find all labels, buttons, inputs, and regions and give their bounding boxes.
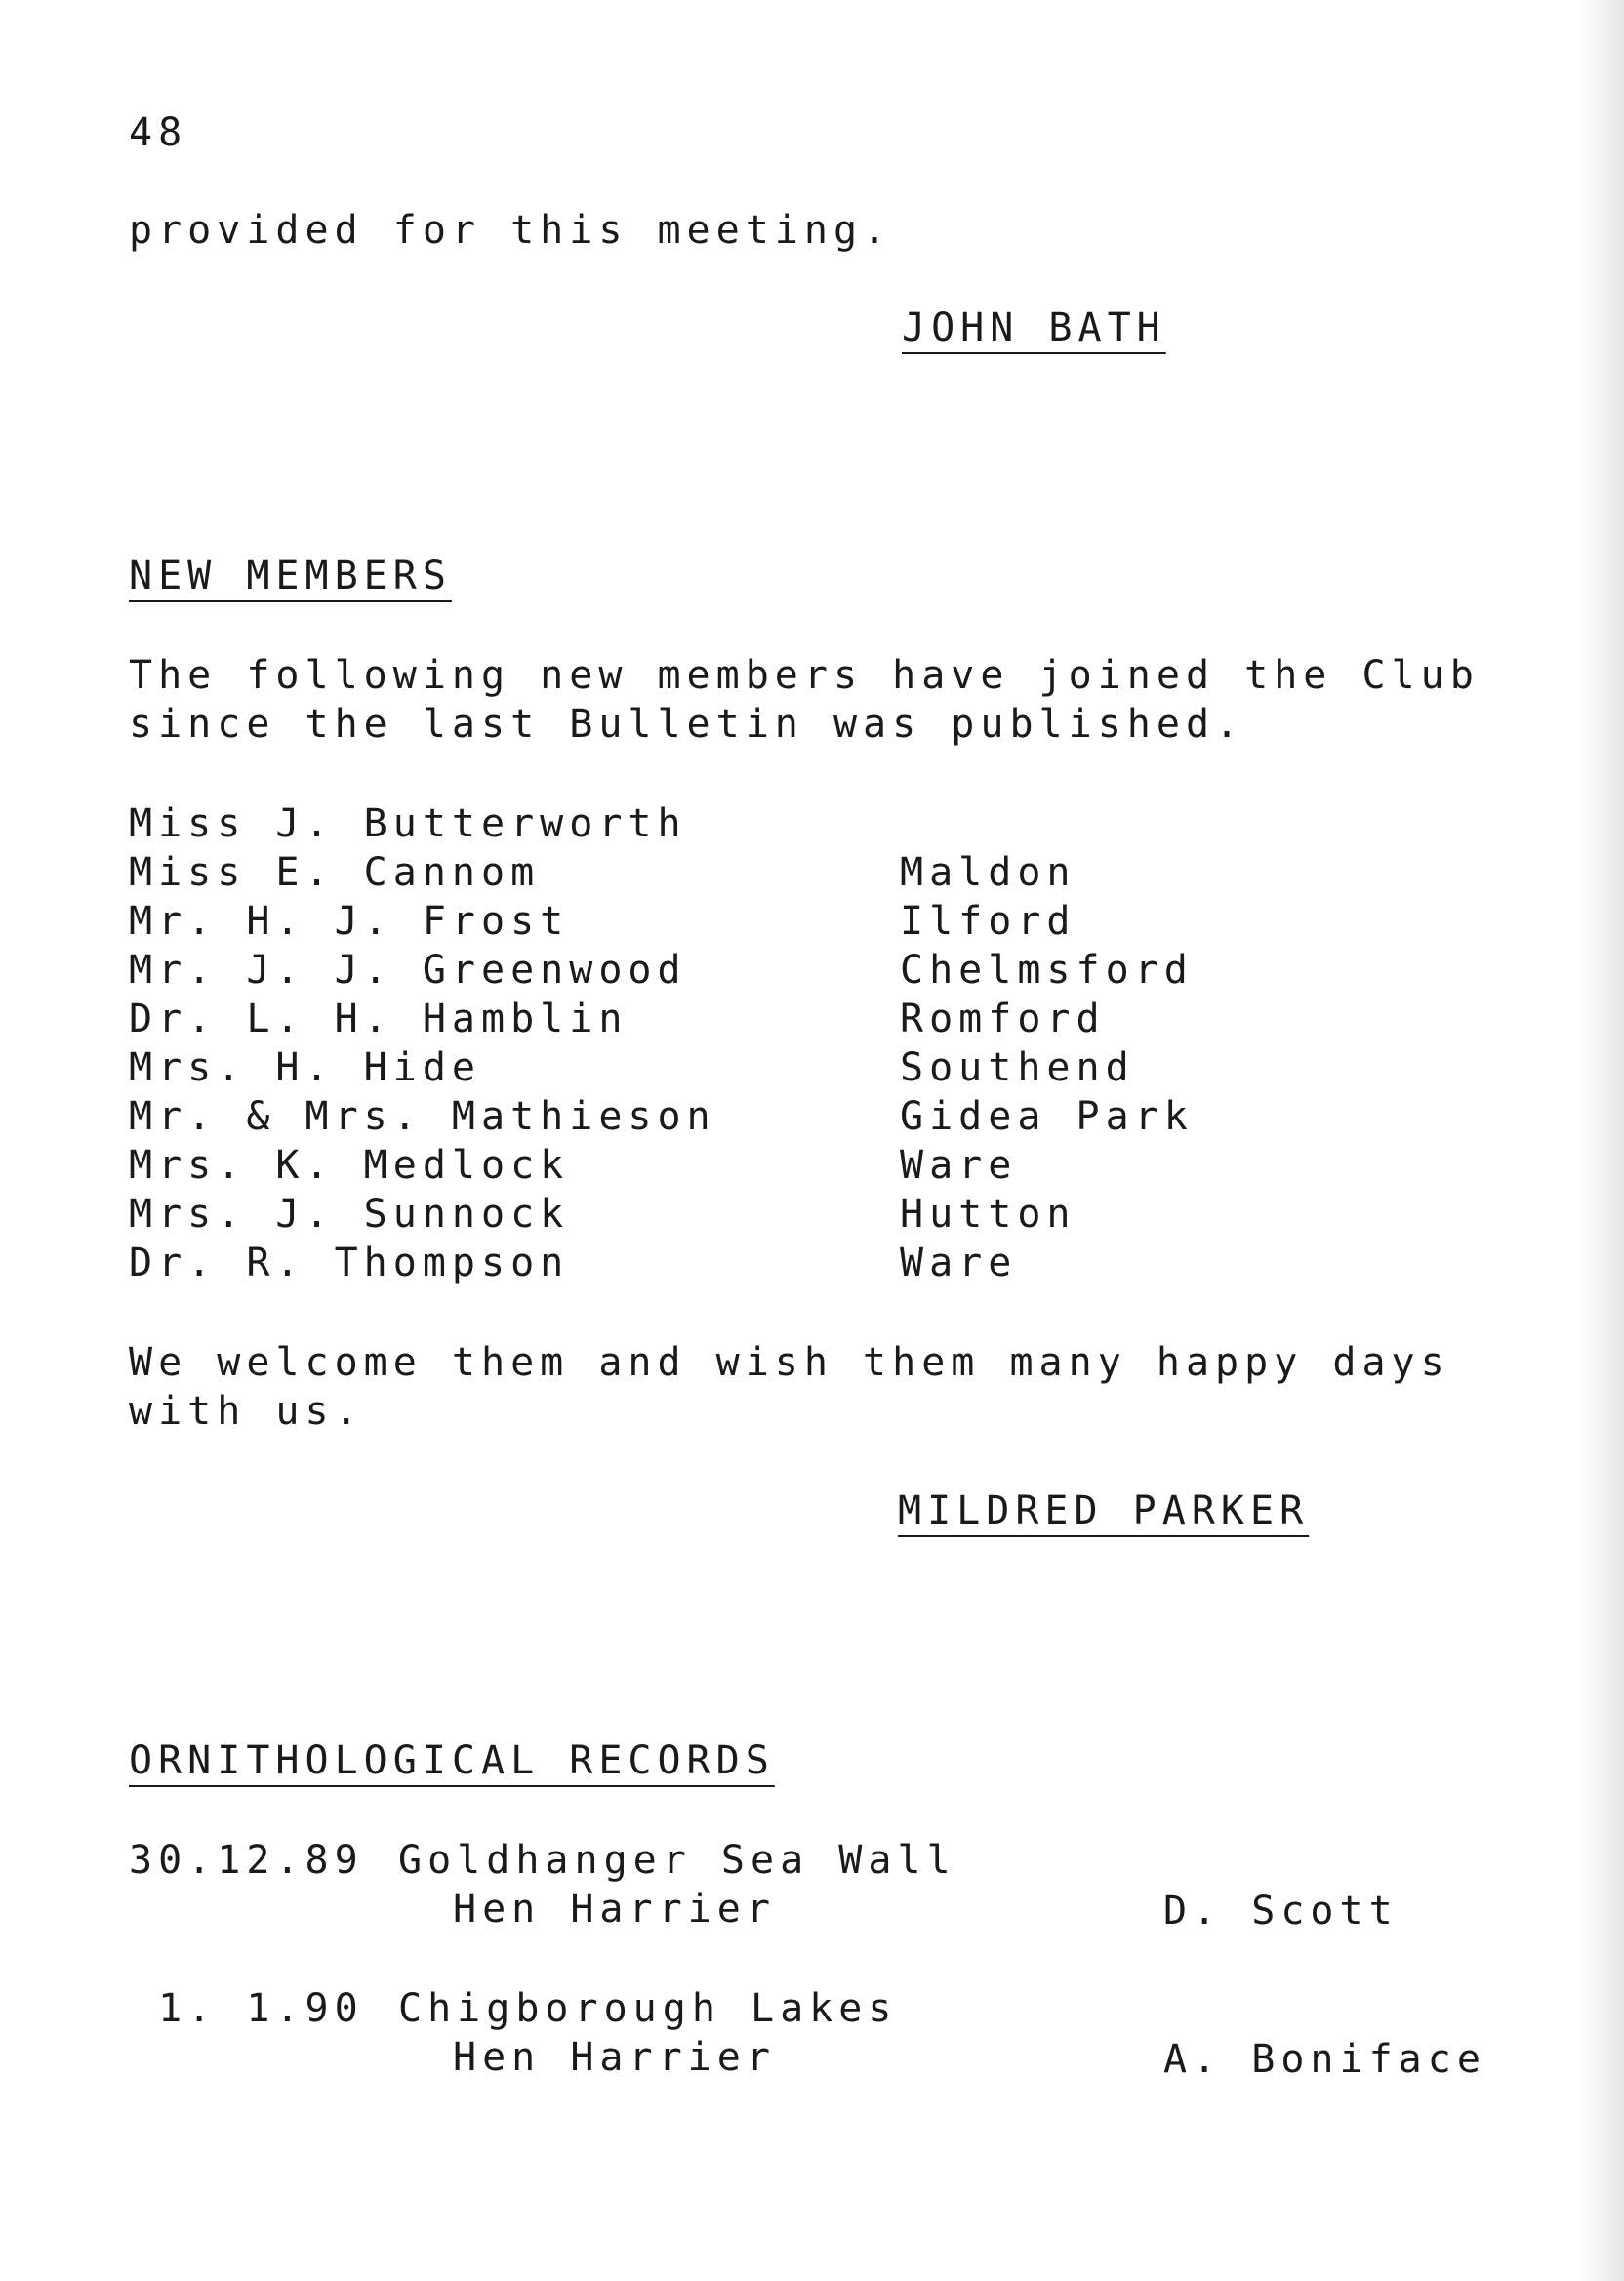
member-name: Dr. L. H. Hamblin <box>129 997 629 1041</box>
record-observer: A. Boniface <box>1163 2037 1486 2082</box>
signature-mildred-parker: MILDRED PARKER <box>898 1488 1310 1533</box>
record-species: Hen Harrier <box>453 1887 776 1932</box>
member-name: Mrs. J. Sunnock <box>129 1192 570 1237</box>
member-name: Miss E. Cannom <box>129 850 541 895</box>
member-name: Mrs. K. Medlock <box>129 1143 570 1188</box>
signature-john-bath: JOHN BATH <box>902 305 1166 350</box>
welcome-text-line: with us. <box>129 1389 364 1434</box>
member-name: Mrs. H. Hide <box>129 1045 481 1090</box>
member-town: Maldon <box>900 850 1076 895</box>
continuation-text: provided for this meeting. <box>129 208 893 253</box>
new-members-intro-line: since the last Bulletin was published. <box>129 702 1245 747</box>
member-name: Mr. H. J. Frost <box>129 899 570 944</box>
new-members-intro-line: The following new members have joined the Club <box>129 653 1480 698</box>
record-date: 1. 1.90 <box>129 1986 364 2031</box>
page-number: 48 <box>129 110 188 155</box>
member-name: Mr. & Mrs. Mathieson <box>129 1094 716 1139</box>
record-place: Chigborough Lakes <box>398 1986 898 2031</box>
record-date: 30.12.89 <box>129 1838 364 1883</box>
record-observer: D. Scott <box>1163 1889 1399 1934</box>
member-town: Hutton <box>900 1192 1076 1237</box>
member-town: Chelmsford <box>900 948 1194 993</box>
records-heading: ORNITHOLOGICAL RECORDS <box>129 1738 775 1783</box>
member-town: Romford <box>900 997 1106 1041</box>
member-name: Miss J. Butterworth <box>129 801 687 846</box>
welcome-text-line: We welcome them and wish them many happy days <box>129 1340 1450 1385</box>
member-town: Ilford <box>900 899 1076 944</box>
member-name: Mr. J. J. Greenwood <box>129 948 687 993</box>
member-town: Southend <box>900 1045 1135 1090</box>
record-place: Goldhanger Sea Wall <box>398 1838 956 1883</box>
member-town: Ware <box>900 1143 1018 1188</box>
member-town: Gidea Park <box>900 1094 1194 1139</box>
member-name: Dr. R. Thompson <box>129 1241 570 1285</box>
member-town: Ware <box>900 1241 1018 1285</box>
new-members-heading: NEW MEMBERS <box>129 553 452 598</box>
page-edge-shadow <box>1577 0 1624 2281</box>
record-species: Hen Harrier <box>453 2035 776 2080</box>
